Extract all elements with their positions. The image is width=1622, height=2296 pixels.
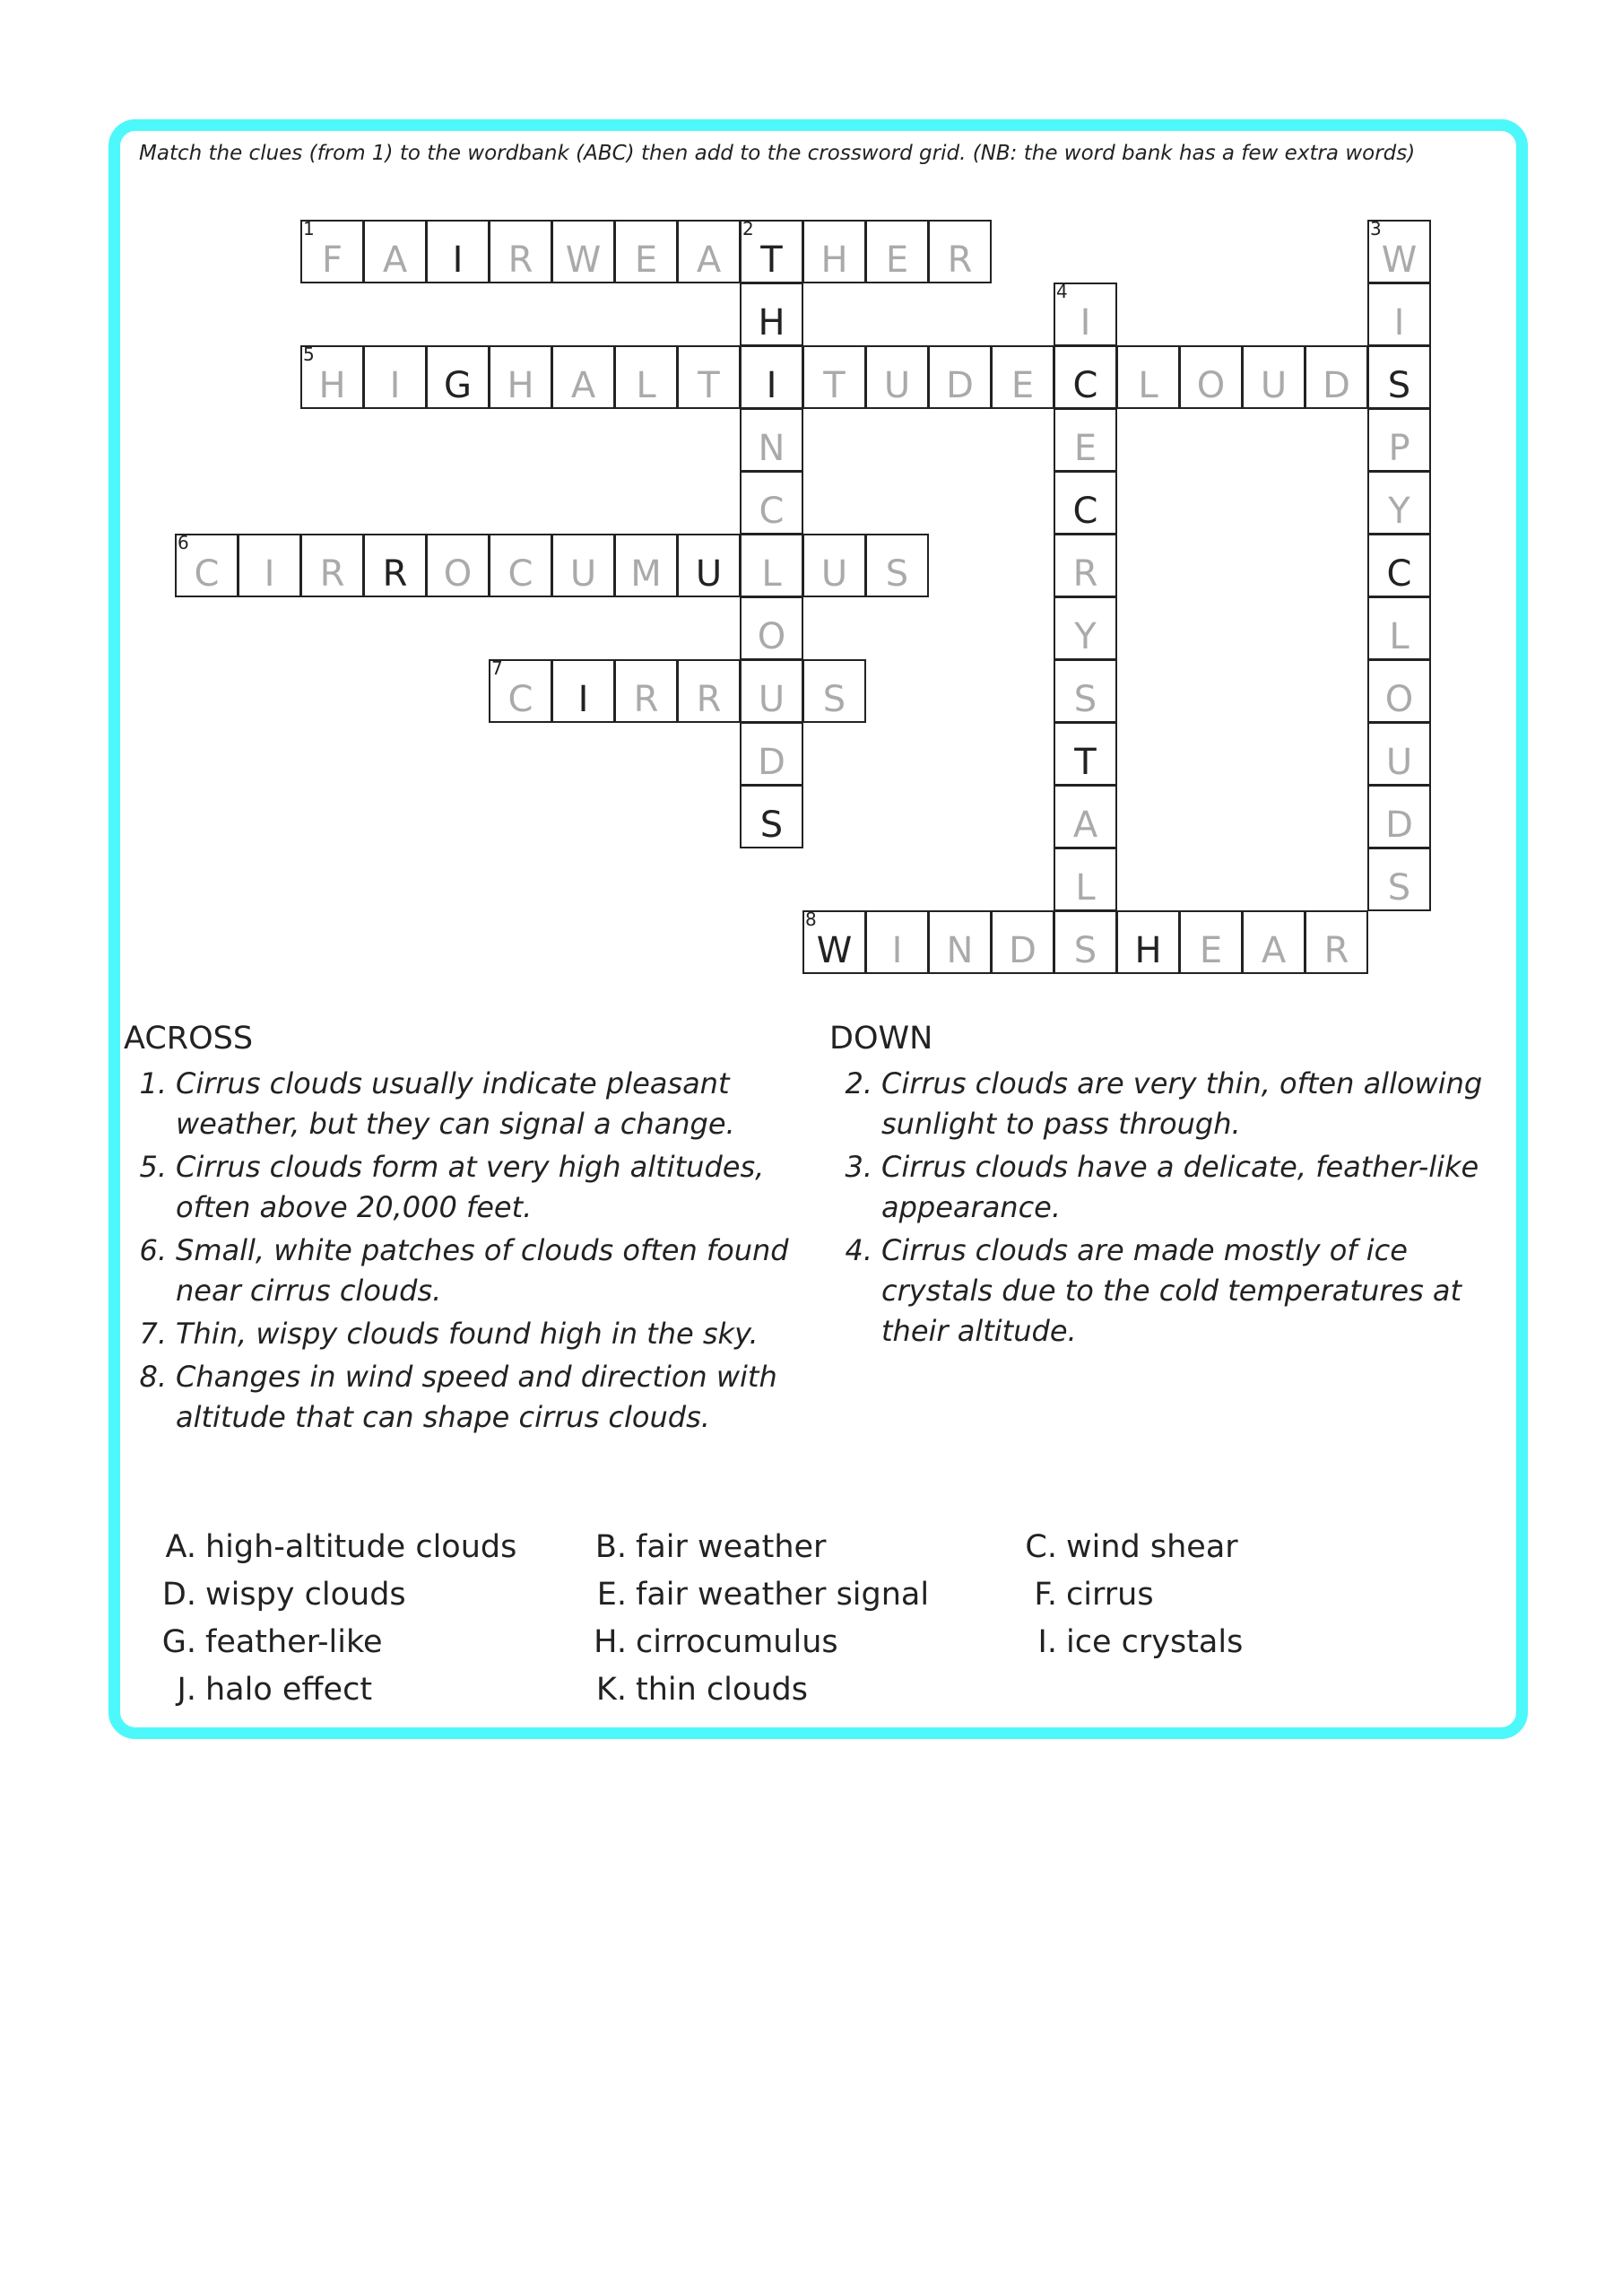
across-clue — [124, 1064, 805, 1144]
crossword-cell[interactable] — [1054, 345, 1117, 409]
word-bank-word: fair weather signal — [636, 1577, 930, 1613]
given-letter: U — [695, 553, 723, 595]
word-bank-letter: G. — [161, 1624, 196, 1660]
word-bank-word: wind shear — [1066, 1529, 1238, 1565]
given-letter: I — [766, 365, 777, 406]
word-bank-item — [587, 1624, 838, 1660]
across-clue — [124, 1147, 805, 1228]
crossword-cell[interactable] — [551, 345, 615, 409]
clue-number: 3 — [1370, 218, 1382, 239]
given-letter: R — [382, 553, 408, 595]
crossword-cell[interactable] — [1367, 848, 1431, 911]
crossword-cell[interactable] — [802, 910, 866, 974]
hint-letter: C — [759, 491, 785, 532]
word-bank-letter: I. — [1037, 1624, 1057, 1660]
crossword-cell[interactable] — [802, 659, 866, 723]
hint-letter: I — [389, 365, 401, 406]
hint-letter: A — [382, 239, 408, 281]
crossword-cell[interactable] — [1367, 785, 1431, 848]
crossword-cell[interactable] — [991, 910, 1054, 974]
crossword-cell[interactable] — [489, 220, 552, 283]
crossword-cell[interactable] — [1054, 659, 1117, 723]
crossword-cell[interactable] — [614, 220, 678, 283]
crossword-grid — [0, 0, 1622, 1004]
down-clue-list — [829, 1064, 1493, 1354]
hint-letter: A — [696, 239, 722, 281]
hint-letter: C — [507, 679, 533, 720]
given-letter: C — [1386, 553, 1412, 595]
hint-letter: I — [1080, 302, 1091, 344]
hint-letter: L — [636, 365, 656, 406]
hint-letter: M — [630, 553, 662, 595]
given-letter: C — [1072, 491, 1098, 532]
hint-letter: U — [569, 553, 597, 595]
word-bank-word: wispy clouds — [205, 1577, 406, 1613]
clue-num: 1. — [139, 1066, 167, 1100]
crossword-cell[interactable] — [1367, 534, 1431, 597]
clue-num: 2. — [845, 1066, 872, 1100]
hint-letter: N — [946, 930, 974, 971]
hint-letter: Y — [1388, 491, 1410, 532]
hint-letter: R — [696, 679, 722, 720]
hint-letter: E — [885, 239, 909, 281]
down-heading: DOWN — [829, 1021, 933, 1057]
given-letter: W — [816, 930, 853, 971]
crossword-cell[interactable] — [677, 534, 741, 597]
crossword-cell[interactable] — [740, 785, 803, 848]
hint-letter: D — [1385, 804, 1413, 846]
crossword-cell[interactable] — [928, 910, 992, 974]
clue-text: Cirrus clouds are made mostly of ice crystals due to the cold temperatures at their altitude. — [881, 1233, 1462, 1348]
hint-letter: H — [507, 365, 534, 406]
word-bank-letter: K. — [595, 1672, 627, 1708]
hint-letter: O — [1384, 679, 1414, 720]
clue-number: 2 — [742, 218, 754, 239]
crossword-cell[interactable] — [802, 345, 866, 409]
hint-letter: W — [1381, 239, 1418, 281]
word-bank-letter: C. — [1025, 1529, 1057, 1565]
hint-letter: L — [1075, 867, 1096, 909]
crossword-cell[interactable] — [614, 345, 678, 409]
crossword-cell[interactable] — [426, 534, 490, 597]
crossword-cell[interactable] — [1367, 220, 1431, 283]
across-clue — [124, 1231, 805, 1311]
hint-letter: R — [319, 553, 345, 595]
crossword-cell[interactable] — [1054, 785, 1117, 848]
clue-num: 8. — [139, 1360, 167, 1394]
across-clue-list — [124, 1064, 805, 1440]
hint-letter: S — [1073, 930, 1097, 971]
hint-letter: D — [946, 365, 974, 406]
crossword-cell[interactable] — [740, 659, 803, 723]
hint-letter: W — [565, 239, 602, 281]
hint-letter: S — [885, 553, 909, 595]
crossword-cell[interactable] — [1054, 722, 1117, 786]
hint-letter: S — [1387, 867, 1411, 909]
crossword-cell[interactable] — [426, 345, 490, 409]
crossword-cell[interactable] — [489, 534, 552, 597]
crossword-cell[interactable] — [1054, 910, 1117, 974]
clue-text: Cirrus clouds usually indicate pleasant weather, but they can signal a change. — [176, 1066, 735, 1141]
crossword-cell[interactable] — [865, 345, 929, 409]
crossword-cell[interactable] — [1054, 596, 1117, 660]
hint-letter: S — [822, 679, 846, 720]
hint-letter: D — [1009, 930, 1037, 971]
hint-letter: L — [1138, 365, 1158, 406]
hint-letter: R — [507, 239, 533, 281]
clue-num: 4. — [845, 1233, 872, 1267]
crossword-cell[interactable] — [1242, 910, 1305, 974]
crossword-cell[interactable] — [551, 534, 615, 597]
crossword-cell[interactable] — [1367, 722, 1431, 786]
hint-letter: U — [1260, 365, 1288, 406]
crossword-cell[interactable] — [1054, 534, 1117, 597]
clue-number: 5 — [303, 344, 315, 365]
crossword-cell[interactable] — [363, 220, 427, 283]
crossword-cell[interactable] — [551, 659, 615, 723]
hint-letter: A — [1261, 930, 1287, 971]
word-bank-item — [587, 1672, 808, 1708]
crossword-cell[interactable] — [1367, 659, 1431, 723]
given-letter: S — [759, 804, 784, 846]
given-letter: T — [1074, 742, 1097, 783]
hint-letter: H — [318, 365, 346, 406]
hint-letter: T — [698, 365, 720, 406]
crossword-cell[interactable] — [363, 345, 427, 409]
clue-num: 6. — [139, 1233, 167, 1267]
hint-letter: A — [1072, 804, 1098, 846]
hint-letter: F — [321, 239, 343, 281]
clue-number: 7 — [491, 657, 503, 679]
word-bank-item — [587, 1529, 826, 1565]
crossword-cell[interactable] — [740, 471, 803, 535]
crossword-cell[interactable] — [489, 345, 552, 409]
hint-letter: O — [1196, 365, 1226, 406]
crossword-cell[interactable] — [740, 345, 803, 409]
hint-letter: R — [947, 239, 973, 281]
hint-letter: P — [1388, 428, 1410, 469]
word-bank-item — [157, 1672, 372, 1708]
given-letter: T — [760, 239, 783, 281]
crossword-cell[interactable] — [677, 659, 741, 723]
clue-number: 4 — [1056, 281, 1068, 302]
down-clue — [829, 1147, 1493, 1228]
word-bank-letter: A. — [165, 1529, 196, 1565]
crossword-cell[interactable] — [1179, 345, 1243, 409]
hint-letter: U — [758, 679, 785, 720]
crossword-cell[interactable] — [1054, 283, 1117, 346]
given-letter: I — [452, 239, 464, 281]
hint-letter: T — [823, 365, 846, 406]
across-heading: ACROSS — [124, 1021, 254, 1057]
down-clue — [829, 1231, 1493, 1352]
crossword-cell[interactable] — [740, 722, 803, 786]
crossword-cell[interactable] — [1367, 408, 1431, 472]
crossword-cell[interactable] — [865, 220, 929, 283]
crossword-cell[interactable] — [426, 220, 490, 283]
hint-letter: O — [443, 553, 473, 595]
crossword-cell[interactable] — [1367, 596, 1431, 660]
given-letter: C — [1072, 365, 1098, 406]
crossword-cell[interactable] — [300, 220, 364, 283]
word-bank-word: cirrus — [1066, 1577, 1154, 1613]
word-bank-item — [1018, 1529, 1238, 1565]
crossword-cell[interactable] — [740, 408, 803, 472]
hint-letter: E — [634, 239, 658, 281]
crossword-cell[interactable] — [1054, 471, 1117, 535]
word-bank-item — [157, 1624, 383, 1660]
word-bank-letter: J. — [177, 1672, 196, 1708]
word-bank-letter: F. — [1034, 1577, 1057, 1613]
crossword-cell[interactable] — [614, 659, 678, 723]
crossword-cell[interactable] — [551, 220, 615, 283]
crossword-cell[interactable] — [1116, 345, 1180, 409]
crossword-cell[interactable] — [1054, 408, 1117, 472]
word-bank-word: halo effect — [205, 1672, 373, 1708]
crossword-cell[interactable] — [1367, 283, 1431, 346]
crossword-cell[interactable] — [740, 283, 803, 346]
word-bank-letter: E. — [596, 1577, 627, 1613]
hint-letter: S — [1073, 679, 1097, 720]
across-clue — [124, 1357, 805, 1438]
hint-letter: U — [1385, 742, 1413, 783]
hint-letter: E — [1010, 365, 1035, 406]
given-letter: S — [1387, 365, 1411, 406]
word-bank-letter: B. — [594, 1529, 627, 1565]
crossword-cell[interactable] — [489, 659, 552, 723]
hint-letter: R — [1323, 930, 1349, 971]
word-bank-item — [1018, 1624, 1243, 1660]
hint-letter: E — [1073, 428, 1097, 469]
word-bank-word: fair weather — [636, 1529, 827, 1565]
hint-letter: R — [1072, 553, 1098, 595]
crossword-cell[interactable] — [363, 534, 427, 597]
crossword-cell[interactable] — [1116, 910, 1180, 974]
hint-letter: N — [758, 428, 785, 469]
hint-letter: L — [761, 553, 782, 595]
clue-number: 6 — [178, 532, 189, 553]
clue-number: 1 — [303, 218, 315, 239]
clue-num: 7. — [139, 1317, 167, 1351]
clue-text: Cirrus clouds are very thin, often allowing sunlight to pass through. — [881, 1066, 1483, 1141]
given-letter: H — [1134, 930, 1162, 971]
hint-letter: U — [883, 365, 911, 406]
crossword-cell[interactable] — [1179, 910, 1243, 974]
crossword-cell[interactable] — [1305, 345, 1368, 409]
instructions-text: Match the clues (from 1) to the wordbank (ABC) then add to the crossword grid. (NB: the word bank has a few extra words) — [139, 142, 1416, 165]
clue-number: 8 — [805, 909, 817, 930]
crossword-cell[interactable] — [300, 345, 364, 409]
crossword-cell[interactable] — [928, 220, 992, 283]
word-bank-word: ice crystals — [1066, 1624, 1244, 1660]
clue-text: Changes in wind speed and direction with altitude that can shape cirrus clouds. — [176, 1360, 777, 1434]
given-letter: H — [758, 302, 785, 344]
word-bank-word: feather-like — [205, 1624, 383, 1660]
hint-letter: I — [1393, 302, 1405, 344]
hint-letter: O — [757, 616, 786, 657]
hint-letter: I — [264, 553, 275, 595]
word-bank-item — [157, 1577, 406, 1613]
clue-num: 5. — [139, 1150, 167, 1184]
hint-letter: L — [1389, 616, 1409, 657]
crossword-cell[interactable] — [175, 534, 239, 597]
crossword-cell[interactable] — [802, 534, 866, 597]
crossword-cell[interactable] — [1242, 345, 1305, 409]
crossword-cell[interactable] — [928, 345, 992, 409]
word-bank-letter: D. — [161, 1577, 196, 1613]
clue-text: Small, white patches of clouds often found near cirrus clouds. — [176, 1233, 789, 1308]
hint-letter: E — [1199, 930, 1223, 971]
hint-letter: H — [820, 239, 848, 281]
crossword-cell[interactable] — [1367, 471, 1431, 535]
crossword-cell[interactable] — [991, 345, 1054, 409]
crossword-cell[interactable] — [865, 910, 929, 974]
crossword-cell[interactable] — [677, 220, 741, 283]
word-bank-item — [157, 1529, 516, 1565]
crossword-cell[interactable] — [1054, 848, 1117, 911]
word-bank-word: thin clouds — [636, 1672, 808, 1708]
given-letter: G — [444, 365, 472, 406]
crossword-cell[interactable] — [865, 534, 929, 597]
crossword-cell[interactable] — [677, 345, 741, 409]
crossword-cell[interactable] — [1305, 910, 1368, 974]
crossword-cell[interactable] — [238, 534, 301, 597]
crossword-cell[interactable] — [300, 534, 364, 597]
hint-letter: C — [194, 553, 220, 595]
word-bank-word: high-altitude clouds — [205, 1529, 517, 1565]
word-bank-item — [1018, 1577, 1154, 1613]
down-clue — [829, 1064, 1493, 1144]
crossword-cell[interactable] — [740, 596, 803, 660]
clue-text: Cirrus clouds form at very high altitudes, often above 20,000 feet. — [176, 1150, 765, 1224]
clue-text: Cirrus clouds have a delicate, feather-like appearance. — [881, 1150, 1479, 1224]
hint-letter: C — [507, 553, 533, 595]
crossword-cell[interactable] — [740, 220, 803, 283]
hint-letter: I — [891, 930, 903, 971]
hint-letter: Y — [1074, 616, 1097, 657]
crossword-cell[interactable] — [1367, 345, 1431, 409]
hint-letter: R — [633, 679, 659, 720]
crossword-cell[interactable] — [740, 534, 803, 597]
word-bank-letter: H. — [594, 1624, 627, 1660]
hint-letter: D — [758, 742, 785, 783]
across-clue — [124, 1314, 805, 1354]
clue-num: 3. — [845, 1150, 872, 1184]
hint-letter: D — [1323, 365, 1350, 406]
clue-text: Thin, wispy clouds found high in the sky. — [176, 1317, 759, 1351]
crossword-cell[interactable] — [802, 220, 866, 283]
word-bank-item — [587, 1577, 929, 1613]
crossword-cell[interactable] — [614, 534, 678, 597]
word-bank-word: cirrocumulus — [636, 1624, 838, 1660]
hint-letter: A — [570, 365, 596, 406]
hint-letter: U — [820, 553, 848, 595]
given-letter: I — [577, 679, 589, 720]
